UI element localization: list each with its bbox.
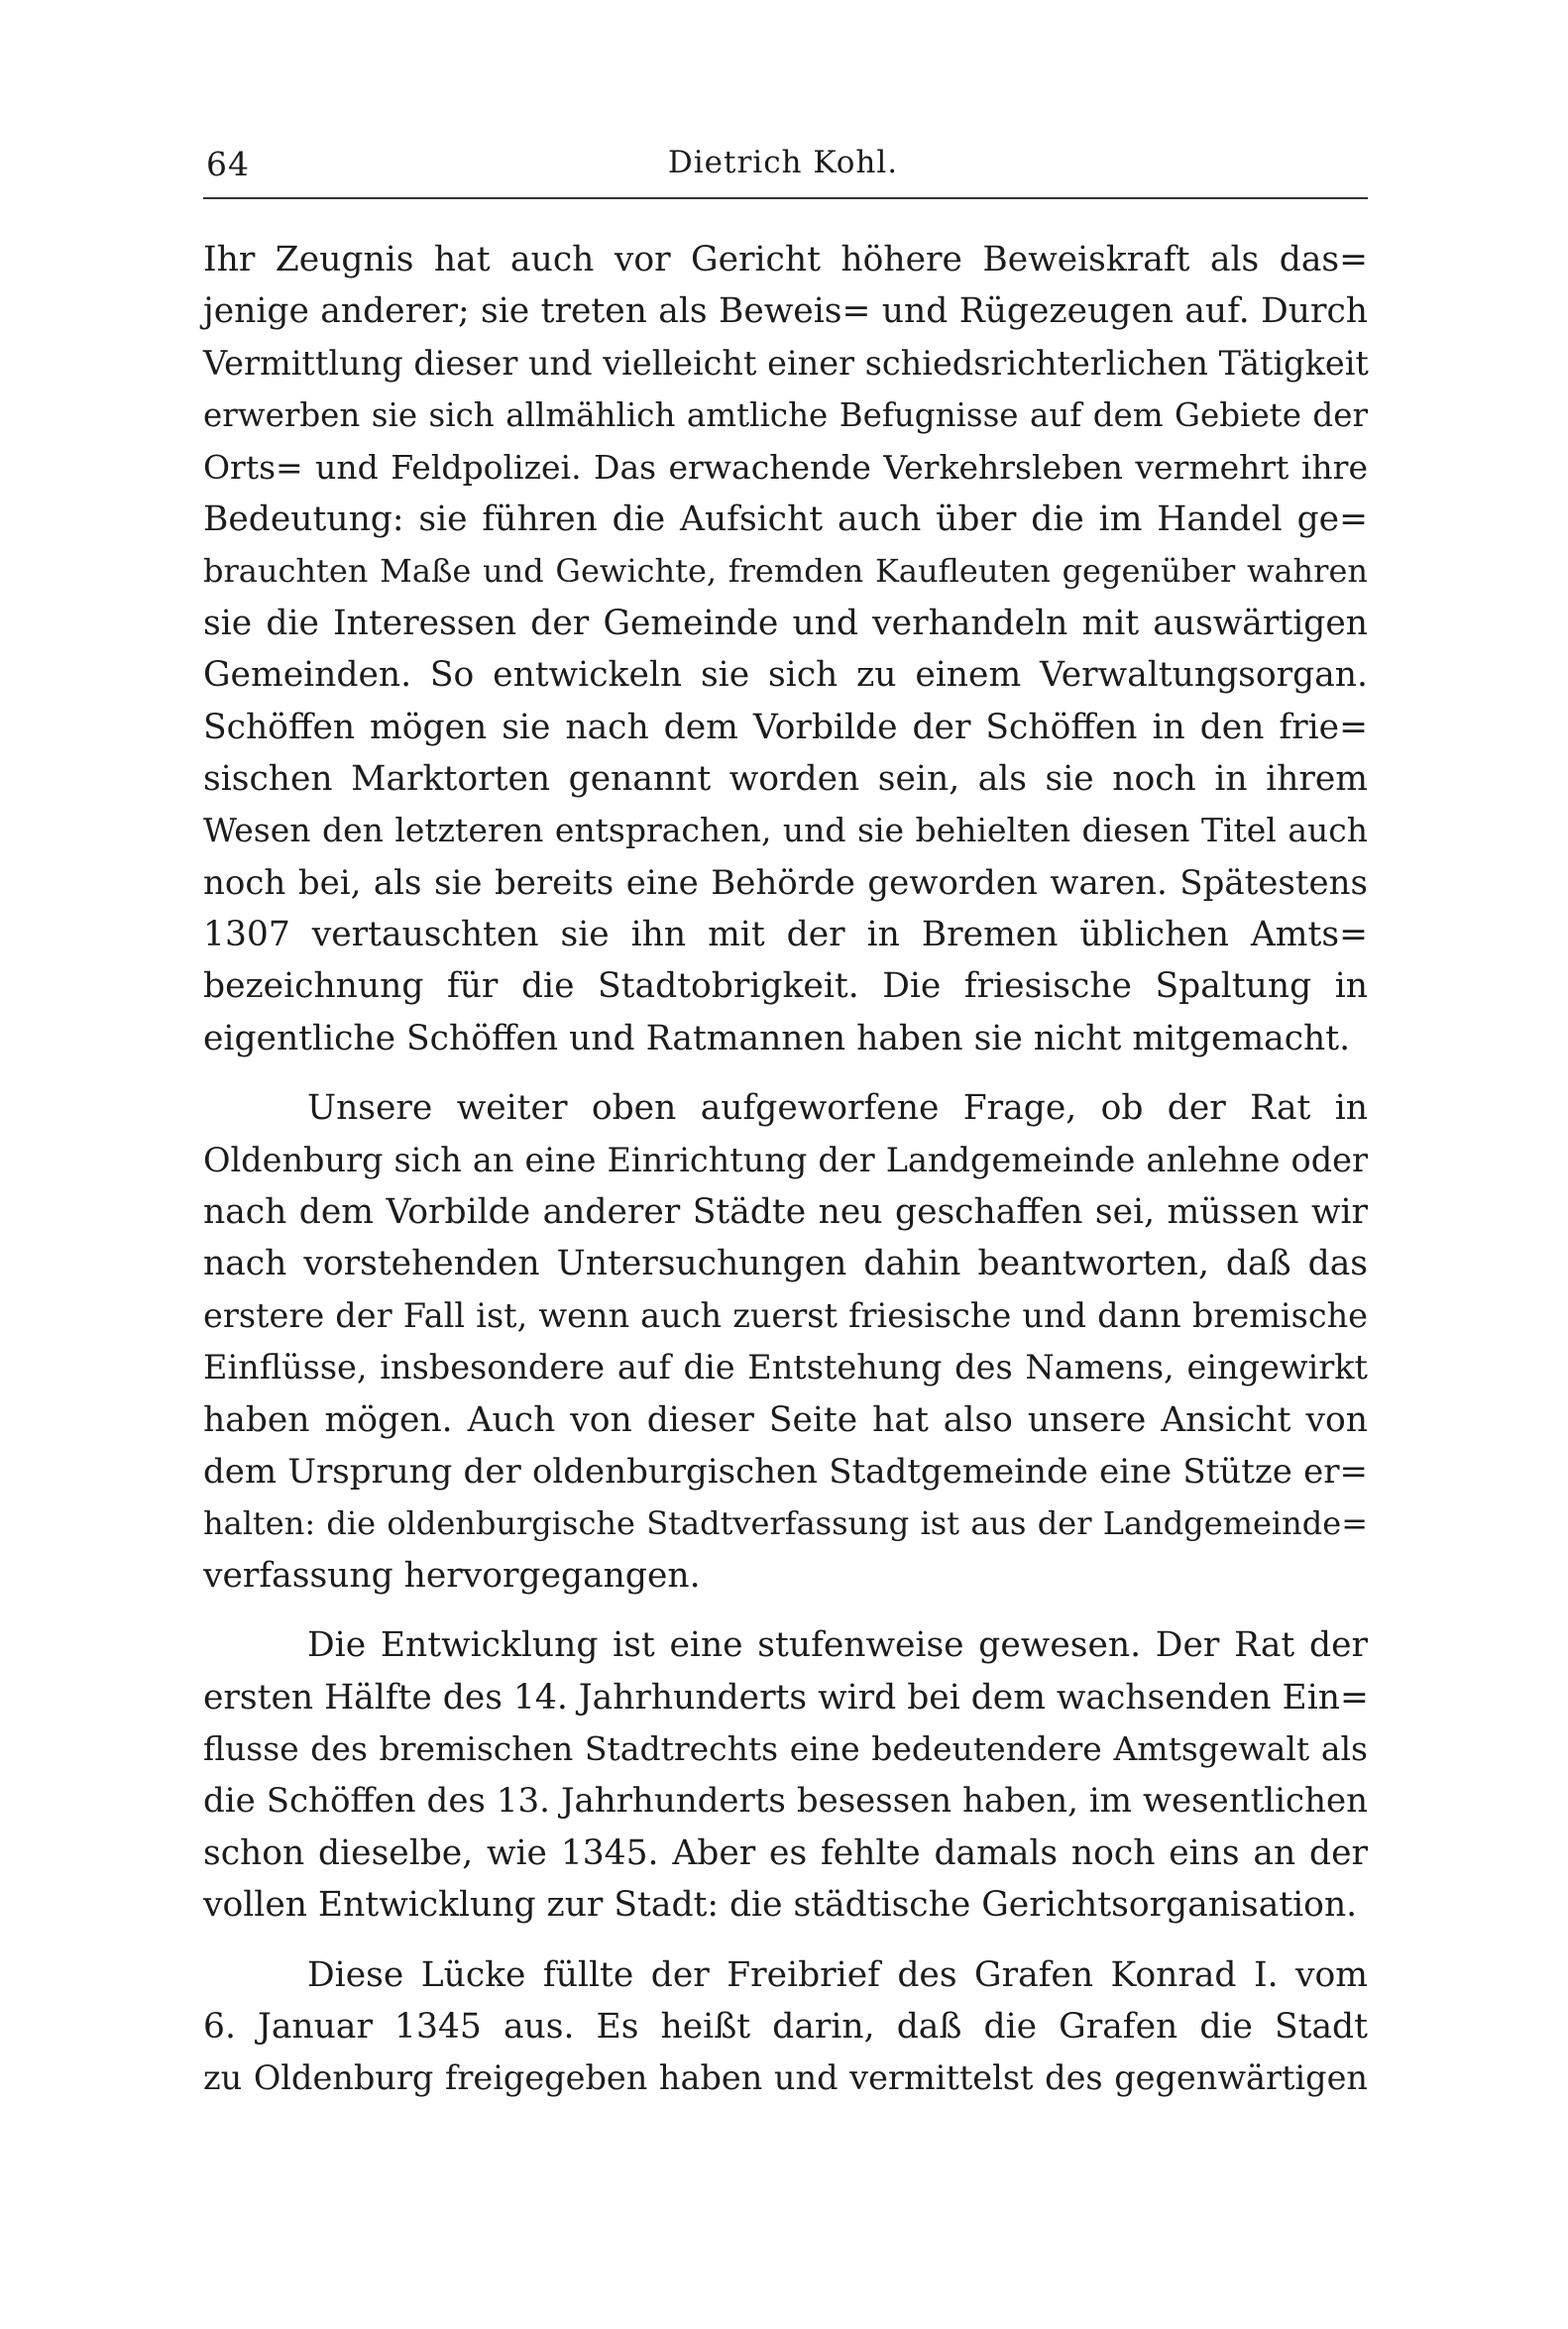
text-line: 1307 vertauschten sie ihn mit der in Bremen üblichen Amts= <box>203 915 1368 955</box>
paragraph-3 <box>203 1619 1368 1931</box>
text-line: erstere der Fall ist, wenn auch zuerst friesische und dann bremische <box>203 1295 1368 1335</box>
text-line: Diese Lücke füllte der Freibrief des Grafen Konrad I. vom <box>307 1954 1368 1995</box>
text-line: Wesen den letzteren entsprachen, und sie behielten diesen Titel auch <box>203 811 1368 850</box>
running-head <box>203 139 1363 198</box>
paragraph-spacer <box>203 1064 1368 1082</box>
header-rule <box>203 197 1368 199</box>
text-line: zu Oldenburg freigegeben haben und vermittelst des gegenwärtigen <box>203 2058 1368 2098</box>
paragraph-spacer <box>203 1602 1368 1619</box>
text-line: halten: die oldenburgische Stadtverfassung ist aus der Landgemeinde= <box>203 1504 1368 1543</box>
text-line: flusse des bremischen Stadtrechts eine bedeutendere Amtsgewalt als <box>203 1728 1368 1768</box>
text-line: Die Entwicklung ist eine stufenweise gewesen. Der Rat der <box>307 1625 1368 1666</box>
text-line: schon dieselbe, wie 1345. Aber es fehlte damals noch eins an der <box>203 1832 1368 1873</box>
text-line: noch bei, als sie bereits eine Behörde geworden waren. Spätestens <box>203 862 1368 903</box>
body-text <box>203 234 1368 2105</box>
page-number: 64 <box>206 145 250 183</box>
text-line: ersten Hälfte des 14. Jahrhunderts wird bei dem wachsenden Ein= <box>203 1677 1369 1718</box>
text-line: Oldenburg sich an eine Einrichtung der Landgemeinde anlehne oder <box>203 1140 1368 1179</box>
text-line: nach dem Vorbilde anderer Städte neu geschaffen sei, müssen wir <box>203 1192 1368 1233</box>
text-line: Gemeinden. So entwickeln sie sich zu einem Verwaltungsorgan. <box>203 655 1368 696</box>
text-line: dem Ursprung der oldenburgischen Stadtgemeinde eine Stütze er= <box>203 1451 1368 1492</box>
text-line: Bedeutung: sie führen die Aufsicht auch über die im Handel ge= <box>203 499 1368 539</box>
text-line: 6. Januar 1345 aus. Es heißt darin, daß die Grafen die Stadt <box>203 2006 1368 2047</box>
text-line: die Schöffen des 13. Jahrhunderts besessen haben, im wesentlichen <box>203 1781 1368 1822</box>
text-line: nach vorstehenden Untersuchungen dahin beantworten, daß das <box>203 1244 1368 1284</box>
text-line: eigentliche Schöffen und Ratmannen haben sie nicht mitgemacht. <box>203 1018 1351 1058</box>
text-line: Orts= und Feldpolizei. Das erwachende Verkehrsleben vermehrt ihre <box>203 447 1368 487</box>
text-line: bezeichnung für die Stadtobrigkeit. Die friesische Spaltung in <box>203 966 1368 1007</box>
paragraph-1 <box>203 234 1368 1064</box>
text-line: haben mögen. Auch von dieser Seite hat also unsere Ansicht von <box>203 1399 1368 1440</box>
paragraph-4 <box>203 1949 1368 2105</box>
text-line: Einflüsse, insbesondere auf die Entstehung des Namens, eingewirkt <box>203 1348 1368 1387</box>
text-line: sischen Marktorten genannt worden sein, als sie noch in ihrem <box>203 758 1368 799</box>
text-line: Vermittlung dieser und vielleicht einer schiedsrichterlichen Tätigkeit <box>203 343 1369 383</box>
text-line: sie die Interessen der Gemeinde und verhandeln mit auswärtigen <box>203 603 1368 643</box>
text-line: verfassung hervorgegangen. <box>203 1555 701 1596</box>
running-title: Dietrich Kohl. <box>667 145 899 180</box>
text-line: Ihr Zeugnis hat auch vor Gericht höhere Beweiskraft als das= <box>203 240 1368 279</box>
text-line: Schöffen mögen sie nach dem Vorbilde der Schöffen in den frie= <box>203 707 1368 747</box>
text-line: brauchten Maße und Gewichte, fremden Kaufleuten gegenüber wahren <box>203 552 1368 591</box>
paragraph-spacer <box>203 1932 1368 1949</box>
text-line: Unsere weiter oben aufgeworfene Frage, ob der Rat in <box>307 1088 1368 1129</box>
paragraph-2 <box>203 1082 1368 1602</box>
text-line: erwerben sie sich allmählich amtliche Befugnisse auf dem Gebiete der <box>203 396 1368 435</box>
text-line: vollen Entwicklung zur Stadt: die städtische Gerichtsorganisation. <box>203 1885 1358 1926</box>
text-line: jenige anderer; sie treten als Beweis= und Rügezeugen auf. Durch <box>203 291 1368 332</box>
